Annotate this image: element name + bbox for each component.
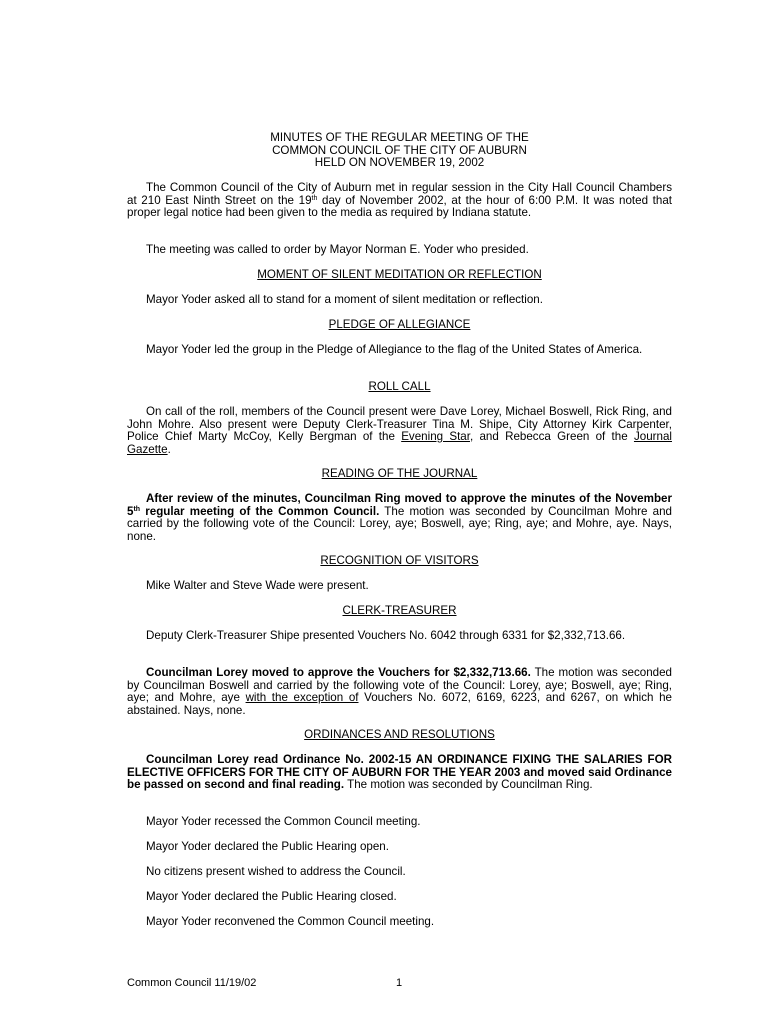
called-to-order-paragraph: The meeting was called to order by Mayor Norman E. Yoder who presided.: [146, 243, 529, 256]
minutes-title: [127, 132, 672, 170]
journal-gazette-name: Journal Gazette: [127, 430, 672, 456]
footer-label: Common Council 11/19/02: [127, 977, 257, 989]
page-number: 1: [396, 977, 403, 989]
ordinance-paragraph: Councilman Lorey read Ordinance No. 2002-15 AN ORDINANCE FIXING THE SALARIES FOR ELECTIVE OFFICERS FOR THE CITY OF AUBURN FOR THE YEAR 2003 and moved said Ordinance be passed on second and final reading. The motion was seconded by Councilman Ring.: [127, 753, 672, 791]
intro-paragraph: The Common Council of the City of Auburn met in regular session in the City Hall Council Chambers at 210 East Ninth Street on the 19th day of November 2002, at the hour of 6:00 P.M. It was noted that proper legal notice had been given to the media as required by Indiana statute.: [127, 181, 673, 219]
journal-paragraph: After review of the minutes, Councilman Ring moved to approve the minutes of the November 5th regular meeting of the Common Council. The motion was seconded by Councilman Mohre and carried by the following vote of the Council: Lorey, aye; Boswell, aye; Ring, aye; and Mohre, aye. Nays, none.: [127, 492, 672, 543]
no-citizens-line: No citizens present wished to address the Council.: [146, 865, 406, 878]
title-line-2: COMMON COUNCIL OF THE CITY OF AUBURN: [272, 143, 527, 157]
recess-line: Mayor Yoder recessed the Common Council meeting.: [146, 815, 421, 828]
vouchers-motion-paragraph: Councilman Lorey moved to approve the Vouchers for $2,332,713.66. The motion was seconded by Councilman Boswell and carried by the following vote of the Council: Lorey, aye; Boswell, aye; Ring, aye; and Mohre, aye with the exception of Vouchers No. 6072, 6169, 6223, and 6267, on which he abstained. Nays, none.: [127, 666, 673, 717]
visitors-paragraph: Mike Walter and Steve Wade were present.: [146, 579, 369, 592]
heading-clerk-treasurer: CLERK-TREASURER: [342, 604, 457, 617]
title-line-3: HELD ON NOVEMBER 19, 2002: [314, 156, 485, 169]
heading-pledge: PLEDGE OF ALLEGIANCE: [328, 318, 471, 331]
vouchers-paragraph: Deputy Clerk-Treasurer Shipe presented Vouchers No. 6042 through 6331 for $2,332,713.66.: [146, 629, 626, 642]
evening-star-name: Evening Star: [401, 430, 470, 443]
hearing-open-line: Mayor Yoder declared the Public Hearing open.: [146, 840, 389, 853]
roll-call-paragraph: On call of the roll, members of the Council present were Dave Lorey, Michael Boswell, Rick Ring, and John Mohre. Also present were Deputy Clerk-Treasurer Tina M. Shipe, City Attorney Kirk Carpenter, Police Chief Marty McCoy, Kelly Bergman of the Evening Star, and Rebecca Green of the Journal Gazette.: [127, 405, 672, 456]
heading-visitors: RECOGNITION OF VISITORS: [320, 554, 479, 567]
heading-roll-call: ROLL CALL: [368, 380, 431, 393]
heading-meditation: MOMENT OF SILENT MEDITATION OR REFLECTION: [257, 268, 542, 281]
pledge-paragraph: Mayor Yoder led the group in the Pledge of Allegiance to the flag of the United States of America.: [146, 343, 643, 356]
meditation-paragraph: Mayor Yoder asked all to stand for a moment of silent meditation or reflection.: [146, 293, 543, 306]
reconvene-line: Mayor Yoder reconvened the Common Council meeting.: [146, 915, 435, 928]
heading-journal: READING OF THE JOURNAL: [321, 467, 478, 480]
heading-ordinances: ORDINANCES AND RESOLUTIONS: [304, 728, 495, 741]
hearing-closed-line: Mayor Yoder declared the Public Hearing closed.: [146, 890, 397, 903]
title-line-1: MINUTES OF THE REGULAR MEETING OF THE: [270, 131, 529, 144]
